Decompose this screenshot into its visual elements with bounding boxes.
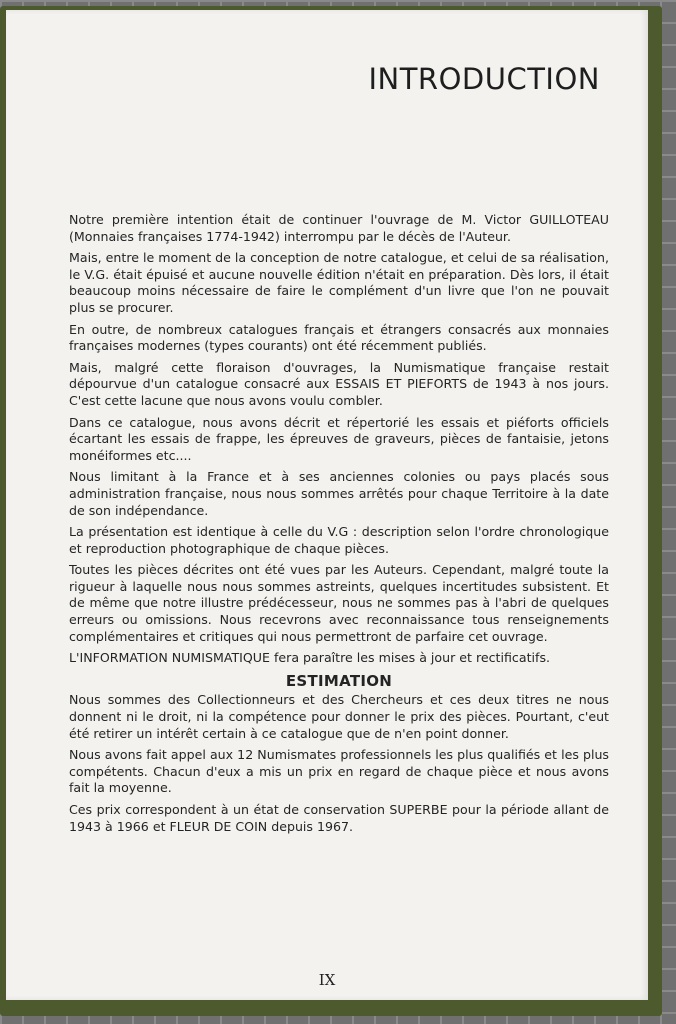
paragraph: Nous avons fait appel aux 12 Numismates professionnels les plus qualifiés et les plus compétents. Chacun d'eux a mis un prix en regard de chaque pièce et nous avons fait la moyenne. [69, 747, 609, 796]
paragraph: Notre première intention était de continuer l'ouvrage de M. Victor GUILLOTEAU (Monnaies françaises 1774-1942) interrompu par le décès de l'Auteur. [69, 212, 609, 244]
paragraph: Ces prix correspondent à un état de conservation SUPERBE pour la période allant de 1943 à 1966 et FLEUR DE COIN depuis 1967. [69, 802, 609, 834]
paragraph: Mais, entre le moment de la conception de notre catalogue, et celui de sa réalisation, le V.G. était épuisé et aucune nouvelle édition n'était en préparation. Dès lors, il était beaucoup moins nécessaire de faire le complément d'un livre que l'on ne pouvait plus se procurer. [69, 250, 609, 315]
book-page [6, 10, 648, 1000]
paragraph: En outre, de nombreux catalogues français et étrangers consacrés aux monnaies françaises modernes (types courants) ont été récemment publiés. [69, 321, 609, 354]
paragraph: Dans ce catalogue, nous avons décrit et répertorié les essais et piéforts officiels écartant les essais de frappe, les épreuves de graveurs, pièces de fantaisie, jetons monéiformes etc.... [69, 414, 609, 463]
page-title: INTRODUCTION [368, 62, 600, 96]
paragraph: L'INFORMATION NUMISMATIQUE fera paraître les mises à jour et rectificatifs. [69, 650, 551, 666]
page-number: IX [318, 971, 336, 989]
paragraph: Mais, malgré cette floraison d'ouvrages, la Numismatique française restait dépourvue d'un catalogue consacré aux ESSAIS ET PIEFORTS de 1943 à nos jours. C'est cette lacune que nous avons voulu combler. [69, 359, 609, 408]
paragraph: La présentation est identique à celle du V.G : description selon l'ordre chronologique et reproduction photographique de chaque pièces. [69, 524, 609, 556]
paragraph: Toutes les pièces décrites ont été vues par les Auteurs. Cependant, malgré toute la rigueur à laquelle nous nous sommes astreints, quelques incertitudes subsistent. Et de même que notre illustre prédécesseur, nous ne sommes pas à l'abri de quelques erreurs ou omissions. Nous recevrons avec reconnaissance tous renseignements complémentaires et critiques qui nous permettront de parfaire cet ouvrage. [69, 562, 609, 644]
section-heading-estimation: ESTIMATION [285, 671, 393, 690]
paragraph: Nous sommes des Collectionneurs et des Chercheurs et ces deux titres ne nous donnent ni le droit, ni la compétence pour donner le prix des pièces. Pourtant, c'eut été retirer un intérêt certain à ce catalogue que de n'en point donner. [69, 692, 609, 741]
page-body [69, 212, 609, 840]
paragraph: Nous limitant à la France et à ses anciennes colonies ou pays placés sous administration française, nous nous sommes arrêtés pour chaque Territoire à la date de son indépendance. [69, 469, 609, 518]
